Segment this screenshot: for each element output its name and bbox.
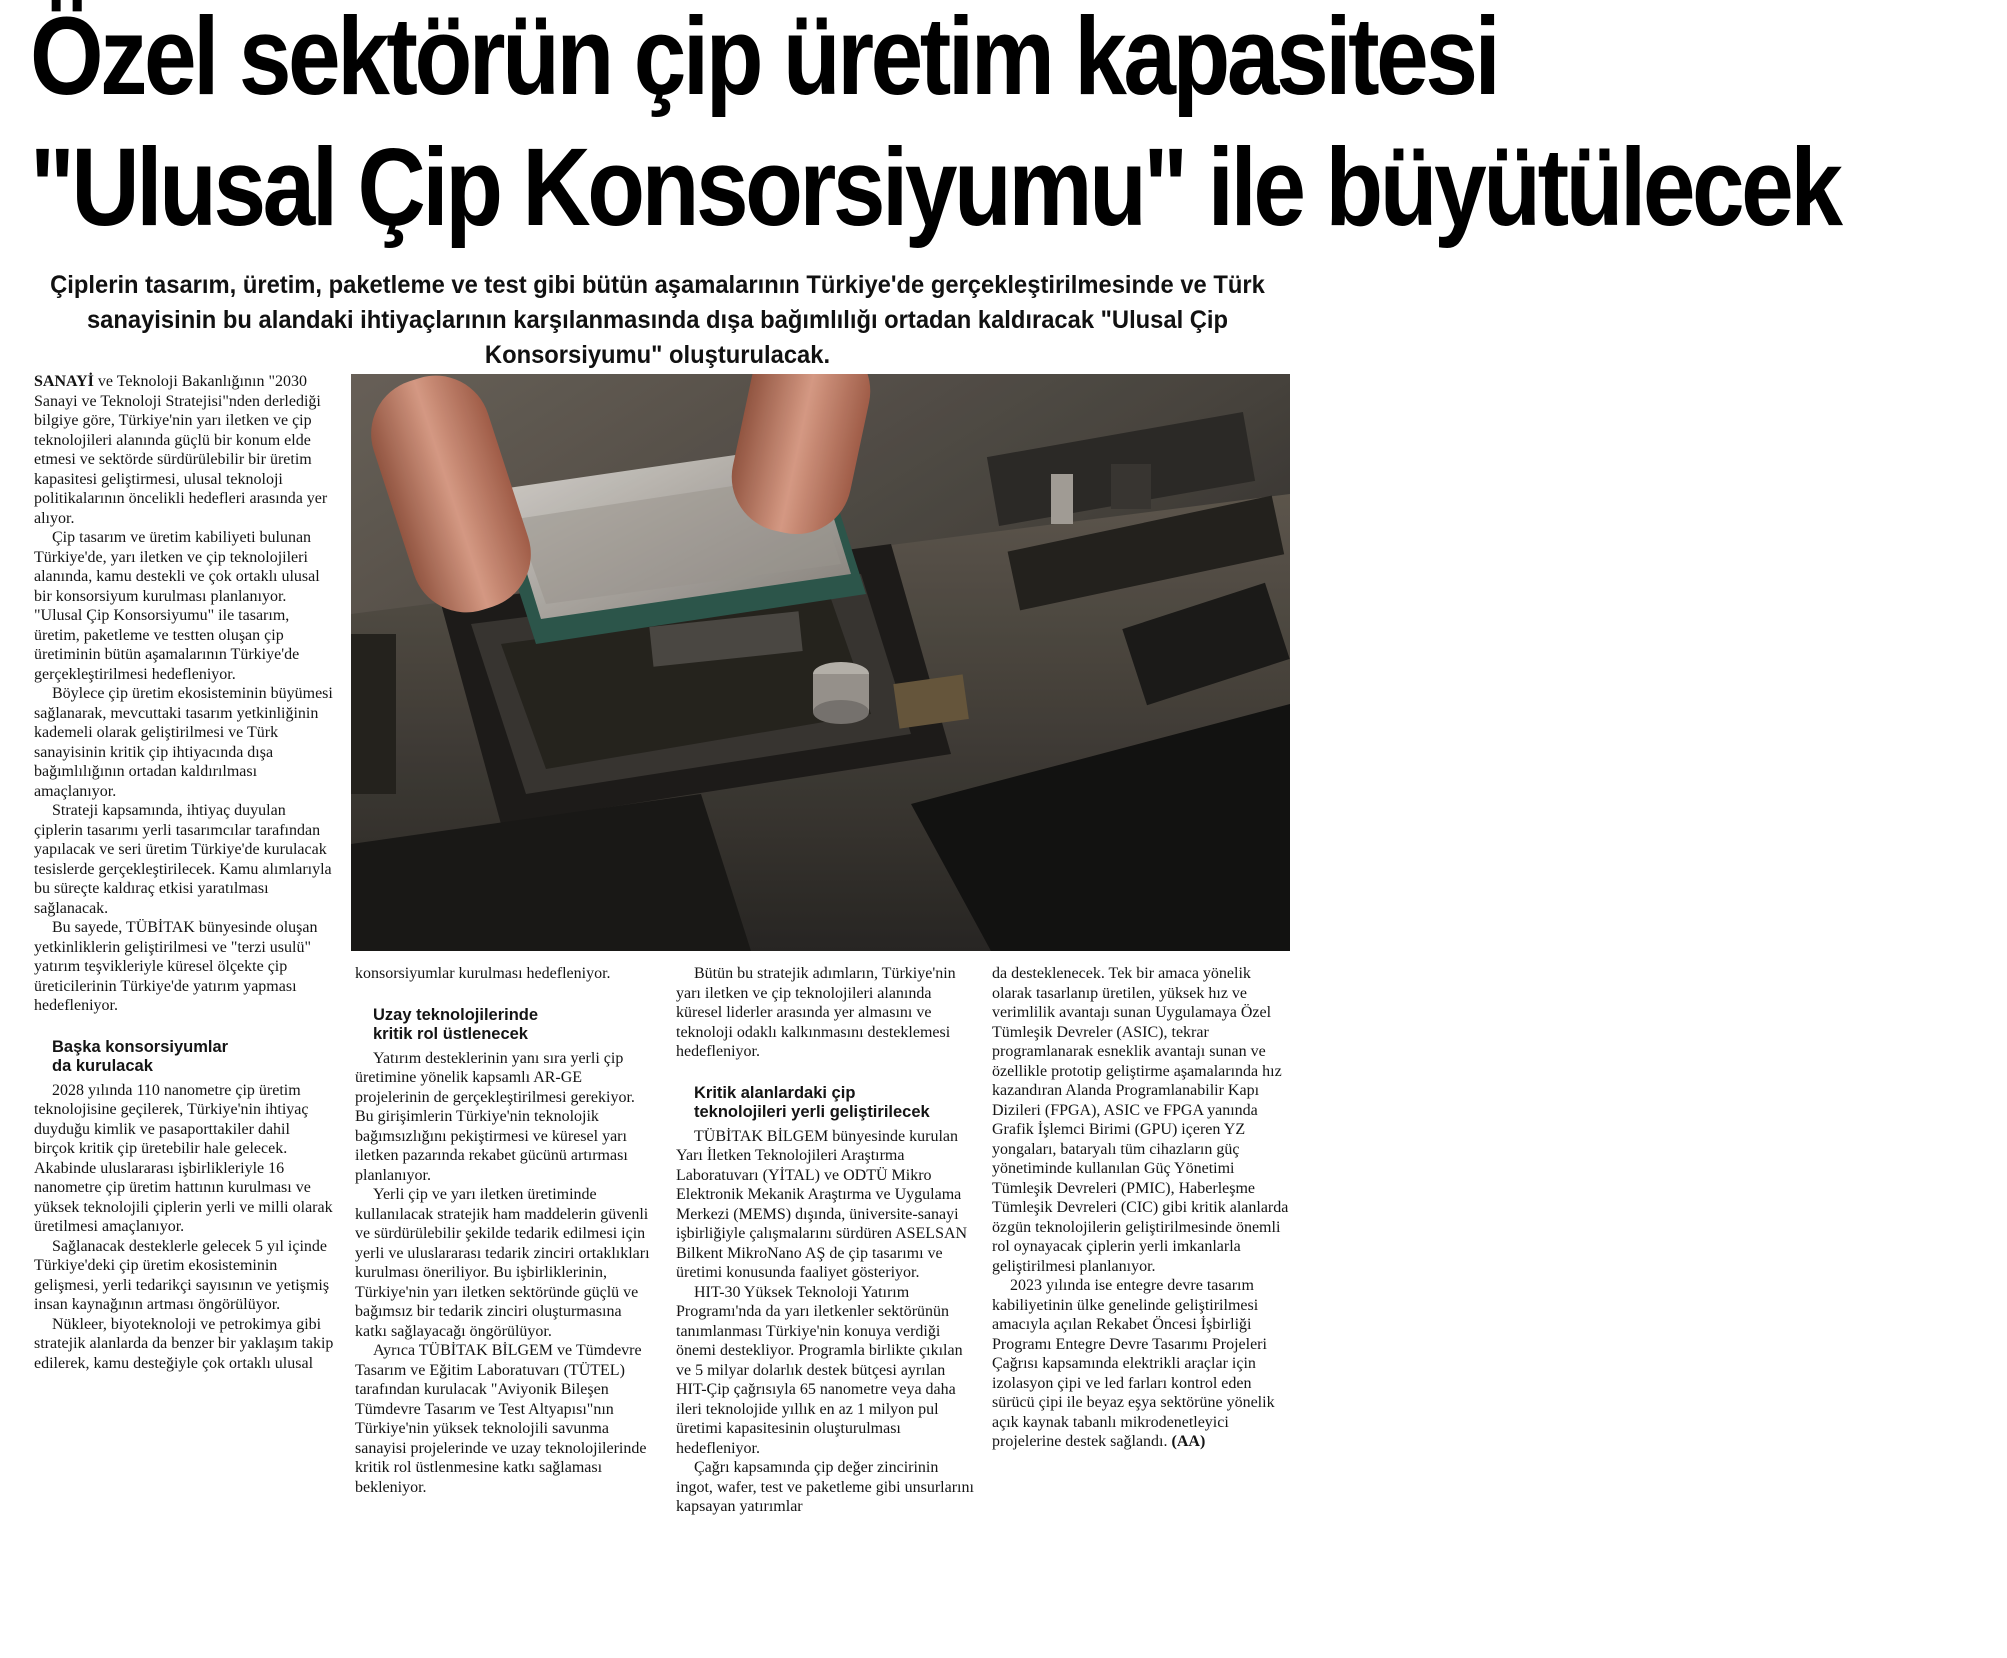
column-3 <box>676 964 976 1517</box>
subheading: Başka konsorsiyumlar da kurulacak <box>52 1037 229 1075</box>
paragraph: Yatırım desteklerinin yanı sıra yerli çip üretimine yönelik kapsamlı AR-GE projelerinin de gerçekleştirilmesi gerekiyor. Bu girişimlerin Türkiye'nin teknolojik bağımsızlığını pekiştirmesi ve küresel yarı iletken pazarında rekabet gücünü artırması planlanıyor. <box>355 1049 635 1184</box>
paragraph: Çip tasarım ve üretim kabiliyeti bulunan Türkiye'de, yarı iletken ve çip teknolojileri alanında, kamu destekli ve çok ortaklı ulusal bir konsorsiyum kurulması planlanıyor. "Ulusal Çip Konsorsiyumu" ile tasarım, üretim, paketleme ve testten oluşan çip üretiminin bütün aşamalarının Türkiye'de gerçekleştirilmesi hedefleniyor. <box>34 529 320 683</box>
headline-line-1: Özel sektörün çip üretim kapasitesi <box>30 0 1498 118</box>
paragraph: SANAYİ ve Teknoloji Bakanlığının "2030 Sanayi ve Teknoloji Stratejisi"nden derlediği bilgiye göre, Türkiye'nin yarı iletken ve çip teknolojileri alanında güçlü bir konum elde etmesi ve sektörde sürdürülebilir bir üretim kapasitesi geliştirmesi, ulusal teknoloji politikalarının öncelikli hedefleri arasında yer alıyor. <box>34 373 328 527</box>
paragraph: Nükleer, biyoteknoloji ve petrokimya gibi stratejik alanlarda da benzer bir yaklaşım takip edilerek, kamu desteğiyle çok ortaklı ulusal <box>34 1315 334 1372</box>
paragraph: Yerli çip ve yarı iletken üretiminde kullanılacak stratejik ham maddelerin güvenli ve sürdürülebilir şekilde tedarik edilmesi için yerli ve uluslararası tedarik zinciri ortaklıkları kurulması öneriliyor. Bu işbirliklerinin, Türkiye'nin yarı iletken sektöründe güçlü ve bağımsız bir tedarik zinciri oluşturmasına katkı sağlayacağı öngörülüyor. <box>355 1186 650 1340</box>
headline-line-2: "Ulusal Çip Konsorsiyumu" ile büyütülecek <box>30 126 1840 249</box>
subheading: Kritik alanlardaki çip teknolojileri yerli geliştirilecek <box>694 1083 930 1121</box>
paragraph: TÜBİTAK BİLGEM bünyesinde kurulan Yarı İletken Teknolojileri Araştırma Laboratuvarı (YİTAL) ve ODTÜ Mikro Elektronik Mekanik Araştırma ve Uygulama Merkezi (MEMS) dışında, üniversite-sanayi işbirliğiyle çalışmalarını sürdüren ASELSAN Bilkent MikroNano AŞ de çip tasarımı ve üretimi konusunda faaliyet gösteriyor. <box>676 1127 968 1281</box>
paragraph: Strateji kapsamında, ihtiyaç duyulan çiplerin tasarımı yerli tasarımcılar tarafından yapılacak ve seri üretim Türkiye'de kurulacak tesislerde gerçekleştirilecek. Kamu alımlarıyla bu süreçte kaldıraç etkisi yaratılması sağlanacak. <box>34 802 332 917</box>
dropcap-word: SANAYİ <box>34 373 94 390</box>
paragraph: Bu sayede, TÜBİTAK bünyesinde oluşan yetkinliklerin geliştirilmesi ve "terzi usulü" yatırım teşvikleriyle küresel ölçekte çip üreticilerinin Türkiye'de yatırım yapması hedefleniyor. <box>34 919 318 1014</box>
paragraph: 2028 yılında 110 nanometre çip üretim teknolojisine geçilerek, Türkiye'nin ihtiyaç duyduğu kimlik ve pasaporttakiler dahil birçok kritik çip üretebilir hale gelecek. Akabinde uluslararası işbirlikleriyle 16 nanometre çip üretim hattının kurulması ve yüksek teknolojili çiplerin yerli ve milli olarak üretilmesi amaçlanıyor. <box>34 1081 333 1235</box>
paragraph: Böylece çip üretim ekosisteminin büyümesi sağlanarak, mevcuttaki tasarım yetkinliğinin kademeli olarak geliştirilmesi ve Türk sanayisinin kritik çip ihtiyacında dışa bağımlılığının ortadan kaldırılması amaçlanıyor. <box>34 685 333 800</box>
paragraph: Çağrı kapsamında çip değer zincirinin ingot, wafer, test ve paketleme gibi unsurlarını kapsayan yatırımlar <box>676 1459 974 1515</box>
paragraph: HIT-30 Yüksek Teknoloji Yatırım Programı'nda da yarı iletkenler sektörünün tanımlanması Türkiye'nin konuya verdiği önemi destekliyor. Programla birlikte çıkılan ve 5 milyar dolarlık destek bütçesi ayrılan HIT-Çip çağrısıyla 65 nanometre veya daha ileri teknolojide yıllık en az 1 milyon pul üretimi kapasitesinin oluşturulması hedefleniyor. <box>676 1283 963 1457</box>
lede: Çiplerin tasarım, üretim, paketleme ve test gibi bütün aşamalarının Türkiye'de gerçekleştirilmesinde ve Türk sanayisinin bu alandaki ihtiyaçlarının karşılanmasında dışa bağımlılığı ortadan kaldıracak "Ulusal Çip Konsorsiyumu" oluşturulacak. <box>50 271 1265 369</box>
column-1 <box>34 372 334 1373</box>
chip-socket-photo <box>351 374 1290 951</box>
column-2 <box>355 964 655 1497</box>
subheading: Uzay teknolojilerinde kritik rol üstlenecek <box>373 1005 539 1043</box>
paragraph: konsorsiyumlar kurulması hedefleniyor. <box>355 965 611 982</box>
paragraph: da desteklenecek. Tek bir amaca yönelik olarak tasarlanıp üretilen, yüksek hız ve verimlilik avantajı sunan Uygulamaya Özel Tümleşik Devreler (ASIC), tekrar programlanarak esneklik avantajı sunan ve özellikle prototip geliştirme aşamalarında hız kazandıran Alanda Programlanabilir Kapı Dizileri (FPGA), ASIC ve FPGA yanında Grafik İşlemci Birimi (GPU) içeren YZ yongaları, bataryalı tüm cihazların güç yönetiminde kullanılan Güç Yönetimi Tümleşik Devreleri (PMIC), Haberleşme Tümleşik Devreleri (CIC) gibi kritik alanlarda özgün teknolojilerin geliştirilmesinde önemli rol oynayacak çiplerin yerli imkanlarla geliştirilmesi planlanıyor. <box>992 965 1289 1275</box>
paragraph: Ayrıca TÜBİTAK BİLGEM ve Tümdevre Tasarım ve Eğitim Laboratuvarı (TÜTEL) tarafından kurulacak "Aviyonik Bileşen Tümdevre Tasarım ve Test Altyapısı"nın Türkiye'nin yüksek teknolojili savunma sanayisi projelerinde ve uzay teknolojilerinde kritik rol üstlenmesine katkı sağlaması bekleniyor. <box>355 1342 647 1496</box>
paragraph: Bütün bu stratejik adımların, Türkiye'nin yarı iletken ve çip teknolojileri alanında küresel liderler arasında yer almasını ve teknoloji odaklı kalkınmasını desteklemesi hedefleniyor. <box>676 965 956 1060</box>
paragraph: Sağlanacak desteklerle gelecek 5 yıl içinde Türkiye'deki çip üretim ekosisteminin gelişmesi, yerli tedarikçi sayısının ve yetişmiş insan kaynağının artması öngörülüyor. <box>34 1237 330 1313</box>
source-credit: (AA) <box>1167 1433 1206 1450</box>
paragraph: 2023 yılında ise entegre devre tasarım kabiliyetinin ülke genelinde geliştirilmesi amacıyla açılan Rekabet Öncesi İşbirliği Programı Entegre Devre Tasarımı Projeleri Çağrısı kapsamında elektrikli araçlar için izolasyon çipi ve led farları kontrol eden sürücü çipi ile beyaz eşya sektörüne yönelik açık kaynak tabanlı mikrodenetleyici projelerine destek sağlandı. (AA) <box>992 1277 1275 1450</box>
column-4 <box>992 964 1292 1452</box>
